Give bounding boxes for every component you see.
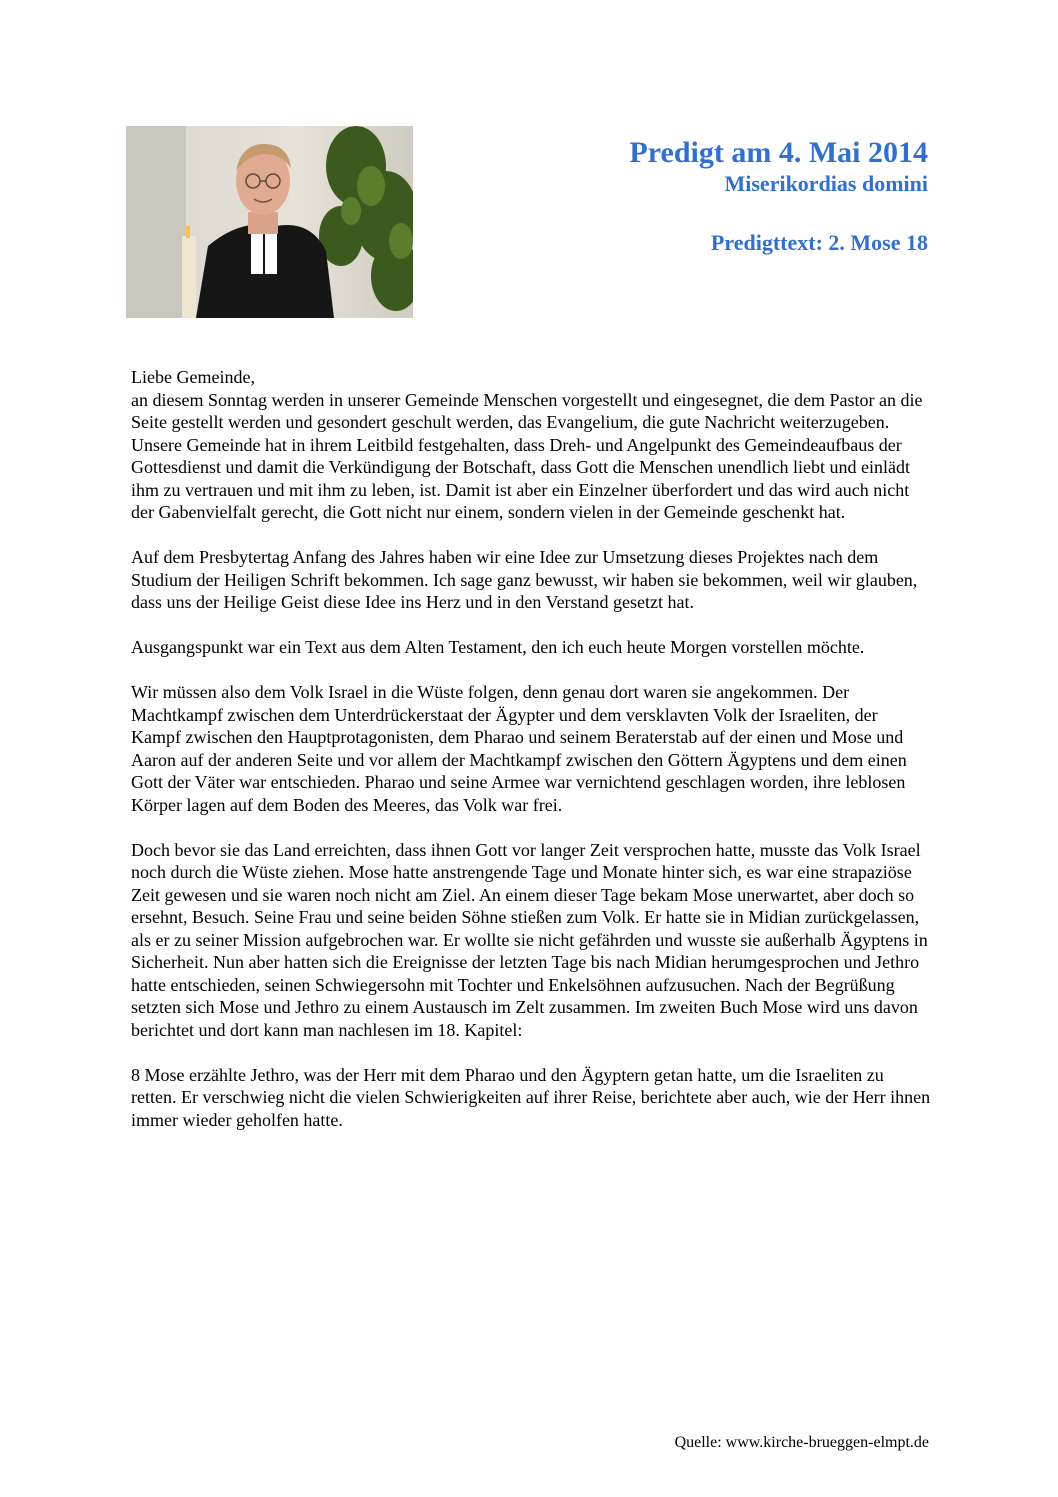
sermon-body: [131, 366, 931, 1154]
sunday-name: Miserikordias domini: [724, 171, 928, 196]
pastor-photo: [126, 126, 413, 318]
paragraph: Ausgangspunkt war ein Text aus dem Alten Testament, den ich euch heute Morgen vorstellen möchte.: [131, 637, 865, 657]
page-title: Predigt am 4. Mai 2014: [629, 136, 928, 169]
pastor-portrait-icon: [126, 126, 413, 318]
sermon-header: [629, 135, 928, 256]
source-footer: Quelle: www.kirche-brueggen-elmpt.de: [674, 1434, 929, 1451]
paragraph: Doch bevor sie das Land erreichten, dass ihnen Gott vor langer Zeit versprochen hatte, musste das Volk Israel noch durch die Wüste ziehen. Mose hatte anstrengende Tage und Monate hinter sich, es war eine strapaziöse Zeit gewesen und sie waren noch nicht am Ziel. An einem dieser Tage bekam Mose unerwartet, aber doch so ersehnt, Besuch. Seine Frau und seine beiden Söhne stießen zum Volk. Er hatte sie in Midian zurückgelassen, als er zu seiner Mission aufgebrochen war. Er wollte sie nicht gefährden und wusste sie außerhalb Ägyptens in Sicherheit. Nun aber hatten sich die Ereignisse der letzten Tage bis nach Midian herumgesprochen und Jethro hatte entschieden, seinen Schwiegersohn mit Tochter und Enkelsöhnen aufzusuchen. Nach der Begrüßung setzten sich Mose und Jethro zu einem Austausch im Zelt zusammen. Im zweiten Buch Mose wird uns davon berichtet und dort kann man nachlesen im 18. Kapitel:: [131, 839, 928, 1040]
paragraph: Auf dem Presbytertag Anfang des Jahres haben wir eine Idee zur Umsetzung dieses Projektes nach dem Studium der Heiligen Schrift bekommen. Ich sage ganz bewusst, wir haben sie bekommen, weil wir glauben, dass uns der Heilige Geist diese Idee ins Herz und in den Verstand gesetzt hat.: [131, 547, 918, 612]
paragraph: 8 Mose erzählte Jethro, was der Herr mit dem Pharao und den Ägyptern getan hatte, um die Israeliten zu retten. Er verschwieg nicht die vielen Schwierigkeiten auf ihrer Reise, berichtete aber auch, wie der Herr ihnen immer wieder geholfen hatte.: [131, 1064, 931, 1130]
paragraph: an diesem Sonntag werden in unserer Gemeinde Menschen vorgestellt und eingesegnet, die dem Pastor an die Seite gestellt werden und gesondert geschult werden, das Evangelium, die gute Nachricht weiterzugeben. Unsere Gemeinde hat in ihrem Leitbild festgehalten, dass Dreh- und Angelpunkt des Gemeindeaufbaus der Gottesdienst und damit die Verkündigung der Botschaft, dass Gott die Menschen unendlich liebt und einlädt ihm zu vertrauen und mit ihm zu leben, ist. Damit ist aber ein Einzelner überfordert und das wird auch nicht der Gabenvielfalt gerecht, die Gott nicht nur einem, sondern vielen in der Gemeinde geschenkt hat.: [131, 389, 923, 522]
sermon-text-reference: Predigttext: 2. Mose 18: [710, 230, 928, 255]
paragraph: Wir müssen also dem Volk Israel in die Wüste folgen, denn genau dort waren sie angekommen. Der Machtkampf zwischen dem Unterdrückerstaat der Ägypter und dem versklavten Volk der Israeliten, der Kampf zwischen den Hauptprotagonisten, dem Pharao und seinem Beraterstab auf der einen und Mose und Aaron auf der anderen Seite und vor allem der Machtkampf zwischen den Göttern Ägyptens und dem einen Gott der Väter war entschieden. Pharao und seine Armee war vernichtend geschlagen worden, ihre leblosen Körper lagen auf dem Boden des Meeres, das Volk war frei.: [131, 682, 907, 815]
salutation: Liebe Gemeinde,: [131, 367, 255, 387]
